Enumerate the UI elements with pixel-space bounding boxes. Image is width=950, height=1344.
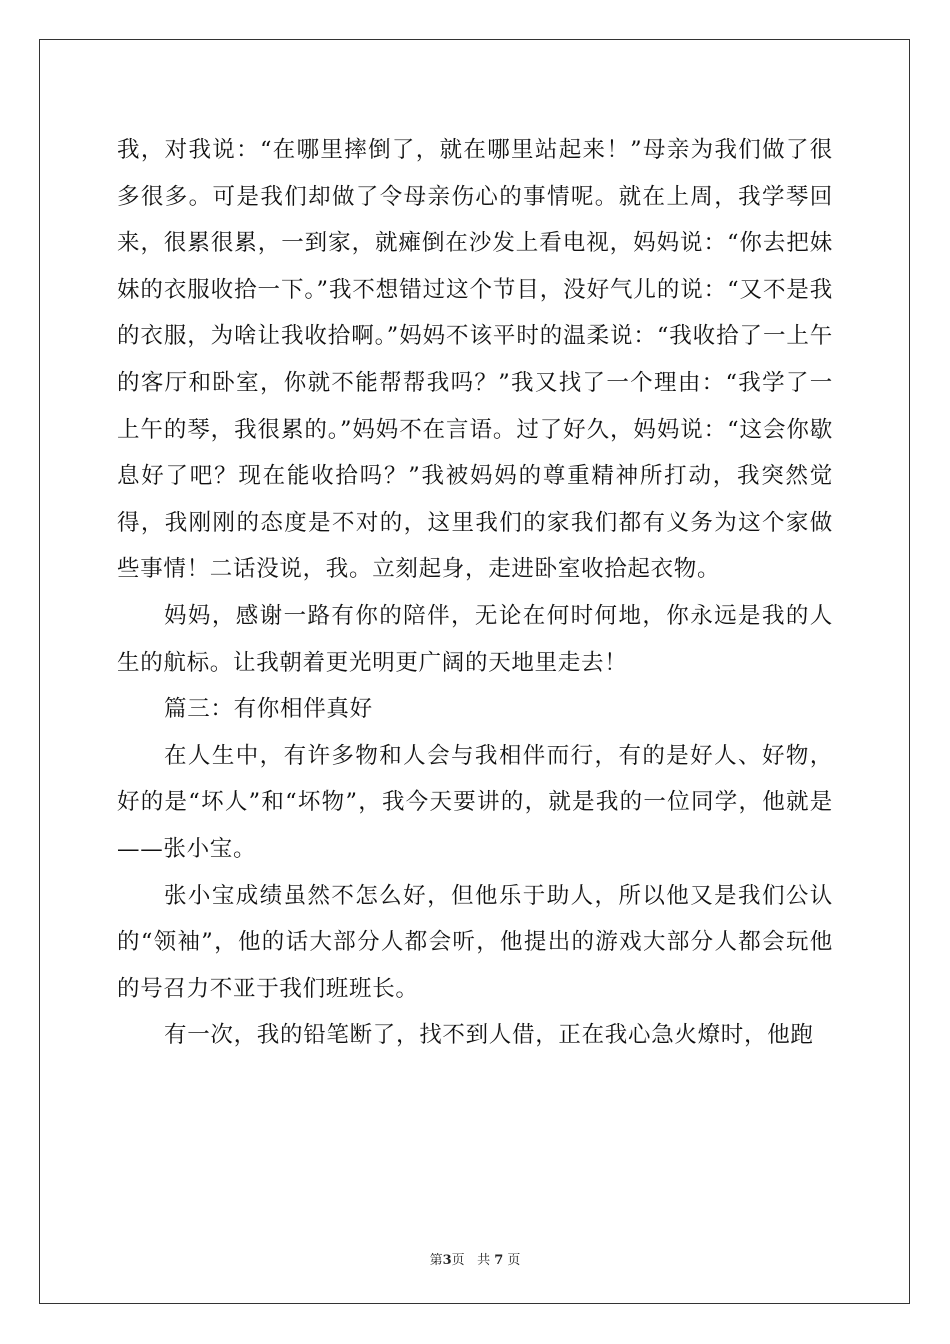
paragraph: 在人生中，有许多物和人会与我相伴而行，有的是好人、好物，好的是“坏人”和“坏物”，我今天要讲的，就是我的一位同学，他就是——张小宝。 <box>117 742 833 862</box>
footer-page-suffix: 页 <box>451 1253 465 1268</box>
paragraph: 妈妈，感谢一路有你的陪伴，无论在何时何地，你永远是我的人生的航标。让我朝着更光明更广阔的天地里走去！ <box>117 602 833 676</box>
footer-total-suffix: 页 <box>507 1253 521 1268</box>
footer-prefix: 第 <box>429 1253 443 1268</box>
document-body <box>117 127 833 1059</box>
page-number: 3 <box>442 1253 452 1268</box>
section-heading: 篇三：有你相伴真好 <box>164 696 373 723</box>
paragraph: 我，对我说：“在哪里摔倒了，就在哪里站起来！”母亲为我们做了很多很多。可是我们却做了令母亲伤心的事情呢。就在上周，我学琴回来，很累很累，一到家，就瘫倒在沙发上看电视，妈妈说：“你去把妹妹的衣服收拾一下。”我不想错过这个节目，没好气儿的说：“又不是我的衣服，为啥让我收拾啊。”妈妈不该平时的温柔说：“我收拾了一上午的客厅和卧室，你就不能帮帮我吗？”我又找了一个理由：“我学了一上午的琴，我很累的。”妈妈不在言语。过了好久，妈妈说：“这会你歇息好了吧？现在能收拾吗？”我被妈妈的尊重精神所打动，我突然觉得，我刚刚的态度是不对的，这里我们的家我们都有义务为这个家做些事情！二话没说，我。立刻起身，走进卧室收拾起衣物。 <box>117 137 833 583</box>
paragraph: 张小宝成绩虽然不怎么好，但他乐于助人，所以他又是我们公认的“领袖”，他的话大部分人都会听，他提出的游戏大部分人都会玩他的号召力不亚于我们班班长。 <box>117 882 833 1002</box>
paragraph: 有一次，我的铅笔断了，找不到人借，正在我心急火燎时，他跑 <box>164 1022 814 1049</box>
page-footer <box>0 1249 950 1268</box>
total-pages: 7 <box>494 1253 504 1268</box>
footer-total-prefix: 共 <box>477 1253 491 1268</box>
